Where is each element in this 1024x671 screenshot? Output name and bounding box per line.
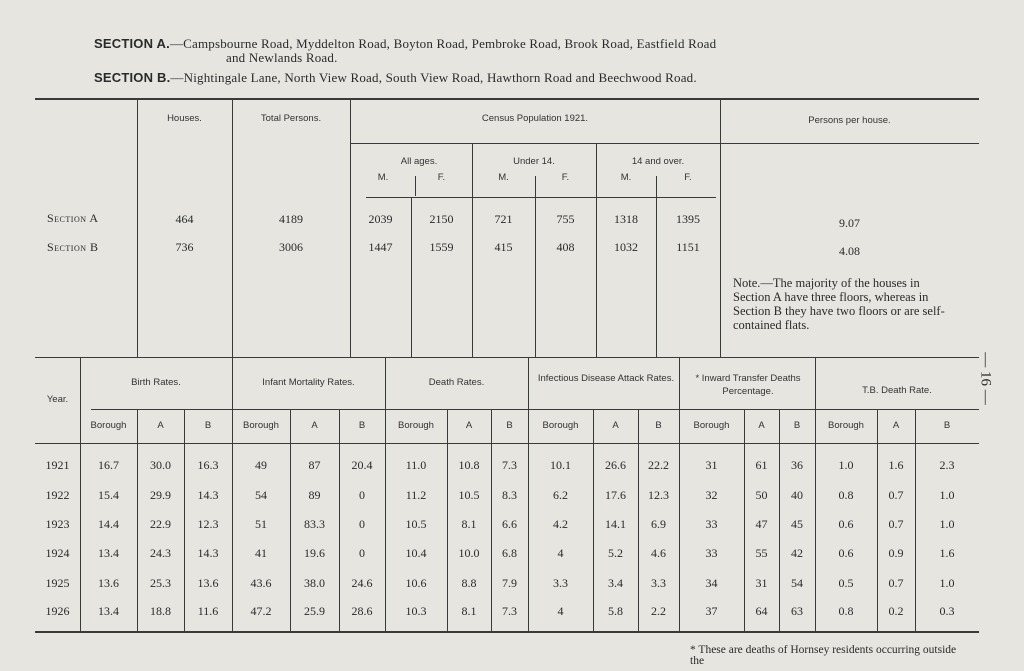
table-cell: 54 [791,576,803,590]
table-cell: 20.4 [351,458,373,472]
table-cell: 2.3 [939,458,955,472]
sub-header-b: B [358,420,366,431]
infectious-header: Infectious Disease Attack Rates. [537,373,675,384]
per-house-header: Persons per house. [808,115,891,126]
table-cell: 13.4 [98,604,119,618]
table-cell: 11.2 [405,488,427,502]
table-cell: 49 [255,458,267,472]
table-cell: 1.0 [939,517,955,531]
table-cell: 87 [308,458,321,472]
table-cell: 54 [255,488,267,502]
table-cell: 0.3 [939,604,955,618]
m-header: M. [377,172,389,183]
table-cell: 10.0 [458,546,480,560]
table-cell: 63 [791,604,803,618]
table-cell: 1.0 [939,576,955,590]
cell: 415 [494,240,513,254]
table-cell: 10.1 [550,458,571,472]
table-cell: 17.6 [605,488,626,502]
table-cell: 16.7 [98,458,119,472]
table-cell: 5.8 [608,604,623,618]
table-cell: 33 [705,546,718,560]
table-cell: 10.5 [405,517,427,531]
table-cell: 22.2 [648,458,669,472]
table-cell: 15.4 [98,488,119,502]
all-ages-header: All ages. [400,156,438,167]
table-cell: 12.3 [197,517,219,531]
cell: 408 [556,240,575,254]
cell: 4189 [279,212,303,226]
table-cell: 64 [755,604,768,618]
sub-header-b: B [943,420,951,431]
table-cell: 14.3 [197,488,219,502]
table-cell: 8.1 [461,604,477,618]
table-cell: 34 [705,576,718,590]
death-rates-header: Death Rates. [428,377,485,388]
cell: 1318 [614,212,638,226]
cell: 3006 [279,240,303,254]
cell: 464 [175,212,194,226]
table-cell: 18.8 [150,604,171,618]
table-cell: 4 [557,604,564,618]
cell: 721 [494,212,513,226]
table-cell: 0 [359,546,365,560]
table-cell: 0.5 [838,576,854,590]
table-cell: 11.0 [405,458,427,472]
table-cell: 0.9 [888,546,904,560]
cell: 4.08 [839,244,860,258]
table-cell: 83.3 [304,517,325,531]
table-cell: 11.6 [197,604,219,618]
year-cell: 1922 [45,488,70,502]
table-cell: 1.0 [838,458,854,472]
year-header: Year. [46,394,69,405]
table-cell: 2.2 [651,604,666,618]
section-a-heading-cont: and Newlands Road. [226,50,338,65]
sub-header-a: A [758,420,765,431]
table-cell: 12.3 [648,488,669,502]
year-cell: 1925 [45,576,70,590]
table-cell: 28.6 [351,604,373,618]
cell: 2150 [429,212,454,226]
birth-rates-header: Birth Rates. [131,377,181,388]
table-cell: 33 [705,517,718,531]
table-cell: 14.1 [605,517,626,531]
table-cell: 19.6 [304,546,325,560]
table-cell: 4.2 [553,517,568,531]
sub-header-b: B [793,420,801,431]
table-cell: 0.2 [888,604,904,618]
table-cell: 14.4 [98,517,119,531]
table-cell: 10.3 [405,604,427,618]
footnote: * These are deaths of Hornsey residents occurring outside the [690,644,957,667]
page-number: — 16 — [977,352,994,405]
table-cell: 0.7 [888,576,904,590]
sub-header-b: B [655,420,662,431]
table-cell: 6.8 [502,546,517,560]
sub-header-borough: Borough [693,420,730,431]
table-cell: 24.3 [150,546,171,560]
table-cell: 10.4 [405,546,427,560]
table-cell: 36 [791,458,803,472]
sub-header-a: A [157,420,164,431]
table-cell: 38.0 [304,576,325,590]
year-cell: 1924 [45,546,70,560]
cell: 1032 [614,240,638,254]
table-cell: 0.6 [838,517,854,531]
table-cell: 0.8 [838,604,854,618]
table-cell: 37 [705,604,718,618]
table-cell: 13.4 [98,546,119,560]
table-cell: 31 [755,576,768,590]
table-cell: 51 [255,517,267,531]
table-cell: 0.6 [838,546,854,560]
inward-transfer-header: * Inward Transfer Deaths Percentage. [695,373,801,397]
table-cell: 5.2 [608,546,623,560]
table-cell: 3.3 [651,576,666,590]
table-cell: 0 [359,517,365,531]
m-header: M. [498,172,509,183]
table-cell: 13.6 [98,576,119,590]
table-cell: 14.3 [197,546,219,560]
table-cell: 61 [755,458,768,472]
sub-header-b: B [506,420,513,431]
row-label: Section A [47,211,99,225]
cell: 2039 [368,212,393,226]
table-cell: 1.6 [888,458,904,472]
table-cell: 29.9 [150,488,171,502]
sub-header-a: A [465,420,473,431]
table-cell: 7.3 [502,458,517,472]
section-a-heading: SECTION A.—Campsbourne Road, Myddelton Road, Boyton Road, Pembroke Road, Brook Road, Eastfield Road [94,36,717,51]
cell: 1395 [676,212,700,226]
table-cell: 10.6 [405,576,427,590]
sub-header-a: A [311,420,318,431]
table-cell: 43.6 [250,576,272,590]
table-cell: 25.3 [150,576,171,590]
f-header: F. [684,172,692,183]
table-cell: 3.4 [608,576,623,590]
table-cell: 8.1 [461,517,477,531]
cell: 1559 [429,240,454,254]
table-cell: 32 [705,488,718,502]
table-cell: 45 [791,517,803,531]
table-cell: 16.3 [197,458,219,472]
under-14-header: Under 14. [513,156,555,167]
sub-header-borough: Borough [90,420,127,431]
year-cell: 1923 [45,517,70,531]
cell: 755 [556,212,575,226]
table-cell: 30.0 [150,458,171,472]
census-header: Census Population 1921. [481,113,589,124]
table-cell: 13.6 [197,576,219,590]
table-cell: 8.3 [502,488,517,502]
table-cell: 0 [359,488,365,502]
infant-mortality-header: Infant Mortality Rates. [262,377,355,388]
cell: 9.07 [839,216,860,230]
table-cell: 26.6 [605,458,626,472]
table-cell: 4 [557,546,564,560]
houses-header: Houses. [167,113,202,124]
table-cell: 41 [255,546,267,560]
sub-header-a: A [892,420,900,431]
table-cell: 1.0 [939,488,955,502]
table-cell: 3.3 [553,576,568,590]
table-cell: 0.8 [838,488,854,502]
cell: 1447 [368,240,393,254]
table-cell: 25.9 [304,604,325,618]
table-cell: 7.9 [502,576,517,590]
table-cell: 8.8 [461,576,477,590]
table-cell: 10.8 [458,458,480,472]
total-persons-header: Total Persons. [260,113,322,124]
row-label: Section B [47,240,99,254]
table-cell: 31 [705,458,718,472]
section-b-heading: SECTION B.—Nightingale Lane, North View Road, South View Road, Hawthorn Road and Beechwood Road. [94,70,697,85]
sub-header-borough: Borough [398,420,434,431]
table-cell: 89 [308,488,321,502]
over-14-header: 14 and over. [631,156,685,167]
table-cell: 7.3 [502,604,517,618]
census-note: Note.—The majority of the houses in Section A have three floors, whereas in Section B they have two floors or are self-contained flats. [733,276,945,332]
table-cell: 47 [755,517,768,531]
table-cell: 0.7 [888,488,904,502]
sub-header-a: A [612,420,619,431]
year-cell: 1926 [45,604,70,618]
table-cell: 0.7 [888,517,904,531]
f-header: F. [561,172,570,183]
m-header: M. [620,172,632,183]
table-cell: 40 [791,488,803,502]
year-cell: 1921 [45,458,70,472]
tb-death-header: T.B. Death Rate. [862,385,932,396]
table-cell: 6.9 [651,517,666,531]
table-cell: 4.6 [651,546,666,560]
table-cell: 22.9 [150,517,171,531]
sub-header-b: B [204,420,212,431]
sub-header-borough: Borough [243,420,279,431]
sub-header-borough: Borough [828,420,864,431]
table-cell: 42 [791,546,803,560]
cell: 736 [175,240,194,254]
sub-header-borough: Borough [542,420,579,431]
table-cell: 6.6 [502,517,517,531]
cell: 1151 [676,240,700,254]
table-cell: 47.2 [250,604,272,618]
table-cell: 10.5 [458,488,480,502]
table-cell: 6.2 [553,488,568,502]
table-cell: 55 [755,546,768,560]
table-cell: 50 [755,488,768,502]
table-cell: 1.6 [939,546,955,560]
table-cell: 24.6 [351,576,373,590]
f-header: F. [437,172,446,183]
